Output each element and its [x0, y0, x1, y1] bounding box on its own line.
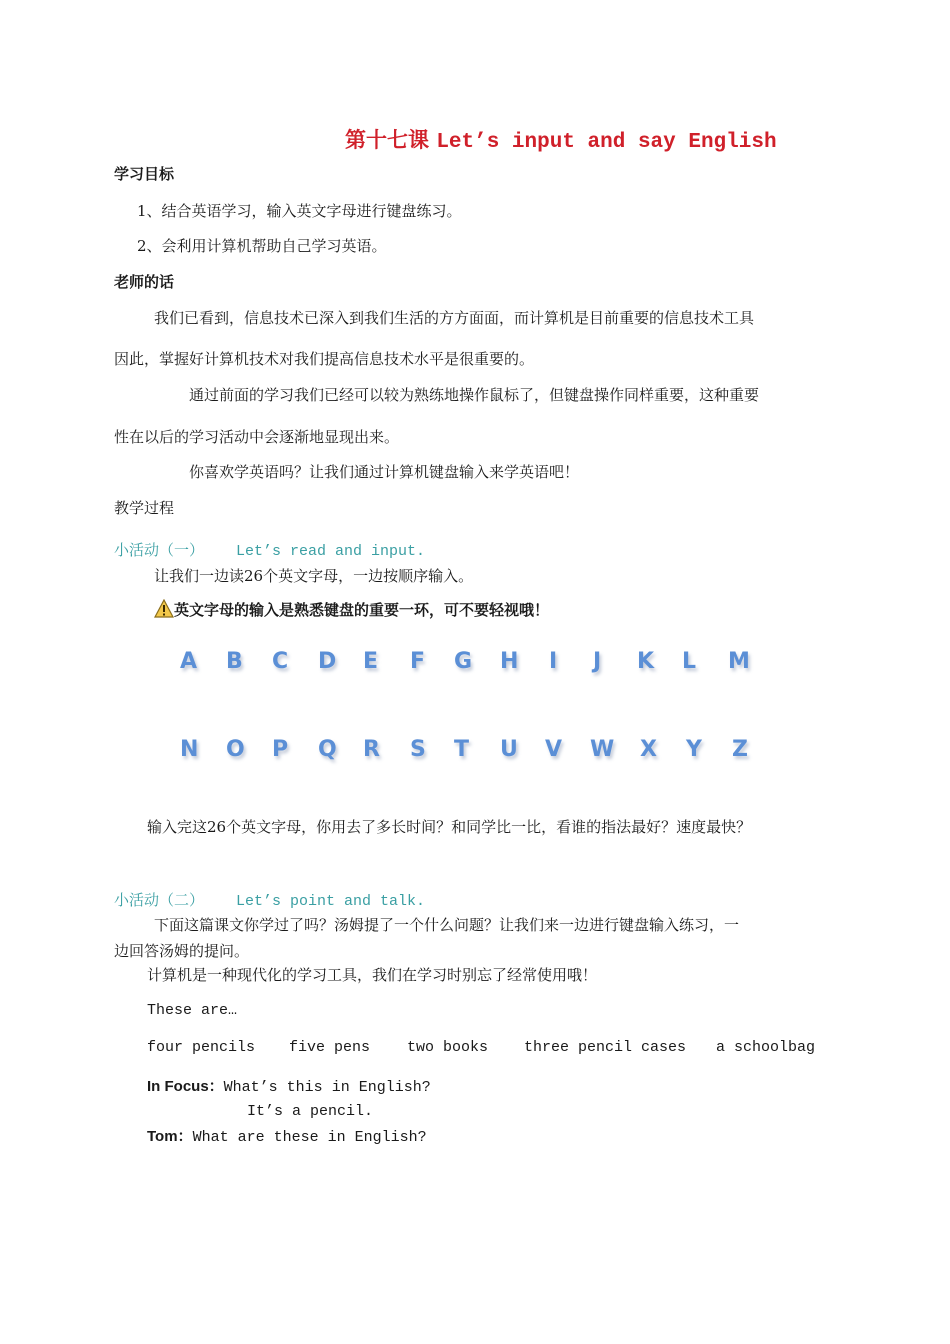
warning-note	[154, 599, 549, 620]
dialogue-line	[147, 1075, 431, 1096]
warning-text: 英文字母的输入是熟悉键盘的重要一环，可不要轻视哦！	[174, 601, 550, 619]
dialogue-text: It’s a pencil.	[247, 1103, 374, 1120]
vocab-item: two books	[407, 1039, 489, 1056]
letter: E	[363, 649, 379, 674]
teacher-p1-line2: 因此，掌握好计算机技术对我们提高信息技术水平是很重要的。	[114, 350, 535, 368]
page-title	[345, 124, 777, 154]
letter: S	[410, 737, 426, 762]
letter: D	[318, 649, 337, 674]
letter: X	[640, 737, 657, 762]
title-cn: 第十七课	[345, 127, 429, 152]
dialogue-line	[247, 1100, 373, 1120]
dialogue-text: What are these in English?	[192, 1129, 427, 1146]
letter: C	[272, 649, 289, 674]
letter: G	[454, 649, 473, 674]
vocab-item: three pencil cases	[524, 1039, 687, 1056]
activity2-p1-line2: 边回答汤姆的提问。	[114, 942, 250, 960]
letter: Q	[318, 737, 337, 762]
activity2-p1-line1: 下面这篇课文你学过了吗？汤姆提了一个什么问题？让我们来一边进行键盘输入练习，一	[154, 916, 740, 934]
goal-item-2: 2、会利用计算机帮助自己学习英语。	[137, 237, 387, 255]
letter: B	[226, 649, 243, 674]
teacher-p2-line1: 通过前面的学习我们已经可以较为熟练地操作鼠标了，但键盘操作同样重要，这种重要	[189, 386, 760, 404]
process-heading: 教学过程	[114, 499, 175, 517]
letter: R	[363, 737, 380, 762]
vocab-item: five pens	[289, 1039, 371, 1056]
activity2-header	[114, 889, 425, 910]
letter: A	[180, 649, 198, 674]
letter: F	[410, 649, 426, 674]
title-en: Let’s input and say English	[436, 131, 777, 154]
dialogue-speaker: In Focus：	[147, 1078, 224, 1095]
letter: W	[590, 737, 615, 762]
teacher-p3: 你喜欢学英语吗？让我们通过计算机键盘输入来学英语吧！	[189, 463, 580, 481]
letter: Z	[732, 737, 748, 762]
letter: N	[180, 737, 199, 762]
letter: O	[226, 737, 245, 762]
activity2-p2: 计算机是一种现代化的学习工具，我们在学习时别忘了经常使用哦！	[147, 966, 598, 984]
goals-heading: 学习目标	[114, 165, 175, 183]
activity1-label: 小活动（一）	[114, 541, 205, 559]
vocab-item: four pencils	[147, 1039, 256, 1056]
letter: L	[682, 649, 697, 674]
teacher-p2-line2: 性在以后的学习活动中会逐渐地显现出来。	[114, 428, 400, 446]
these-are: These are…	[147, 1002, 238, 1019]
letter: U	[500, 737, 518, 762]
letter: P	[272, 737, 289, 762]
dialogue-text: What’s this in English?	[223, 1079, 431, 1096]
teacher-heading: 老师的话	[114, 273, 175, 291]
letter: M	[728, 649, 750, 674]
letter: T	[454, 737, 470, 762]
activity1-title: Let’s read and input.	[236, 543, 426, 560]
letter: Y	[686, 737, 702, 762]
vocab-item: a schoolbag	[716, 1039, 816, 1056]
letter: V	[545, 737, 563, 762]
goal-item-1: 1、结合英语学习，输入英文字母进行键盘练习。	[137, 202, 462, 220]
activity1-question: 输入完这26个英文字母，你用去了多长时间？和同学比一比，看谁的指法最好？速度最快？	[147, 818, 752, 836]
teacher-p1-line1: 我们已看到，信息技术已深入到我们生活的方方面面，而计算机是目前重要的信息技术工具	[154, 309, 755, 327]
letter: K	[637, 649, 655, 674]
dialogue-speaker: Tom：	[147, 1128, 193, 1145]
letter: H	[500, 649, 519, 674]
warning-icon	[154, 599, 174, 618]
activity2-label: 小活动（二）	[114, 891, 205, 909]
letter: J	[593, 649, 602, 674]
activity1-header	[114, 539, 425, 560]
activity2-title: Let’s point and talk.	[236, 893, 426, 910]
letter: I	[549, 649, 558, 674]
dialogue-line	[147, 1125, 427, 1146]
activity1-instruction: 让我们一边读26个英文字母，一边按顺序输入。	[154, 567, 474, 585]
